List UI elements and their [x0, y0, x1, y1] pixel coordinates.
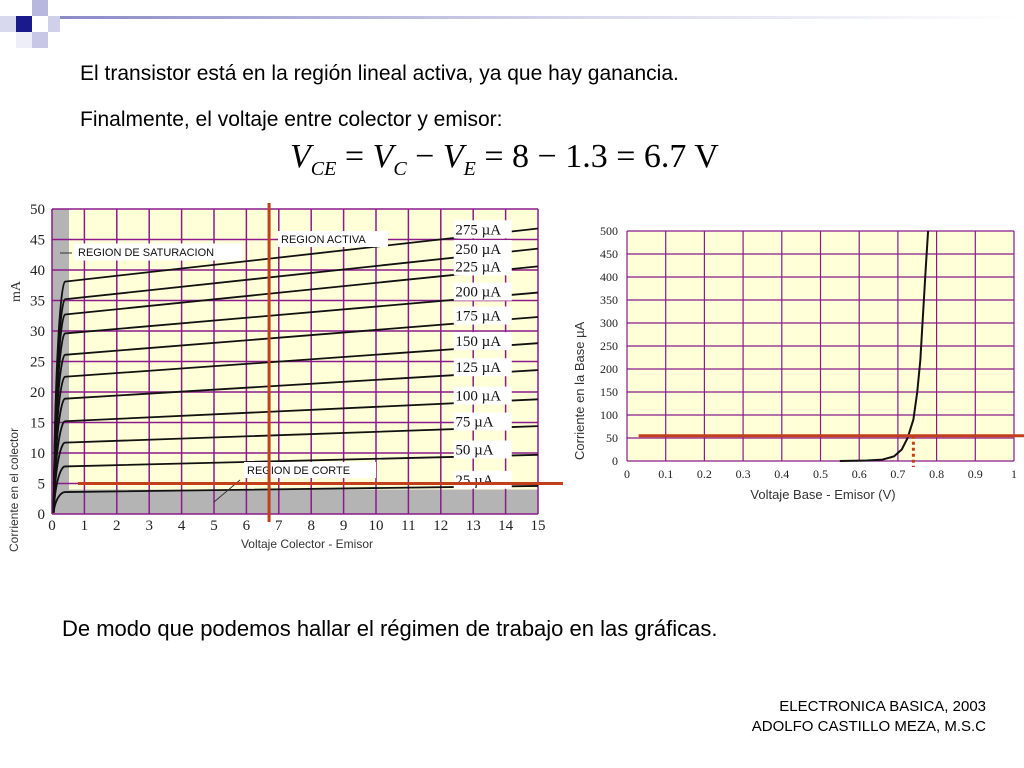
ic-ylabel-unit: mA: [9, 281, 24, 302]
ic-curve-label: 250 µA: [455, 242, 502, 259]
ib-x-tick-label: 0.2: [696, 467, 712, 481]
ib-y-tick-label: 350: [600, 293, 618, 307]
ib-x-tick-label: 0.3: [735, 467, 751, 481]
ic-y-tick-label: 30: [30, 324, 45, 340]
ic-xlabel: Voltaje Colector - Emisor: [240, 537, 374, 551]
ib-y-tick-label: 0: [612, 454, 618, 468]
ic-x-tick-label: 12: [433, 518, 449, 534]
ic-curve-label: 225 µA: [455, 259, 502, 276]
ib-y-tick-label: 50: [606, 431, 618, 445]
ic-x-tick-label: 11: [401, 518, 416, 534]
ic-x-tick-label: 4: [177, 518, 186, 534]
statement-active-region: El transistor está en la región lineal activa, ya que hay ganancia.: [80, 62, 679, 85]
ib-x-tick-label: 0.8: [929, 467, 945, 481]
cutoff-region-label: REGION DE CORTE: [247, 465, 351, 477]
ib-y-tick-label: 400: [600, 270, 618, 284]
ic-x-tick-label: 13: [465, 518, 481, 534]
decorative-header: [0, 0, 1024, 50]
ib-y-tick-label: 150: [600, 385, 618, 399]
ib-y-tick-label: 450: [600, 247, 618, 261]
active-label-box: [278, 231, 388, 247]
ic-x-tick-label: 15: [530, 518, 546, 534]
ic-y-tick-label: 45: [30, 232, 45, 249]
ic-y-tick-label: 10: [30, 446, 45, 462]
ic-y-tick-label: 5: [37, 476, 45, 493]
ib-x-tick-label: 0.4: [774, 467, 790, 481]
ic-x-tick-label: 7: [275, 518, 283, 534]
ib-y-tick-label: 500: [600, 224, 618, 238]
ib-grid: [627, 231, 1014, 461]
ib-x-tick-label: 0.1: [658, 467, 674, 481]
active-region-label: REGION ACTIVA: [281, 234, 366, 246]
ic-x-tick-label: 3: [145, 518, 153, 534]
conclusion-text: De modo que podemos hallar el régimen de trabajo en las gráficas.: [62, 616, 718, 641]
collector-characteristics-chart: [0, 190, 570, 560]
ic-x-tick-label: 1: [80, 518, 89, 534]
ic-y-tick-label: 20: [30, 385, 45, 401]
ib-x-tick-label: 1: [1011, 467, 1017, 481]
ic-curve-label: 50 µA: [455, 442, 494, 459]
ic-curve-label: 25 µA: [455, 472, 494, 489]
ic-ylabel: Corriente en el colector: [7, 427, 21, 552]
ic-x-tick-label: 6: [242, 518, 251, 534]
ic-x-tick-label: 9: [339, 518, 348, 534]
ic-curve-label: 125 µA: [455, 360, 502, 377]
ib-xlabel: Voltaje Base - Emisor (V): [750, 487, 896, 502]
ic-x-tick-label: 5: [210, 518, 218, 534]
ic-curve-label: 100 µA: [455, 388, 502, 405]
credit-course: ELECTRONICA BASICA, 2003: [779, 698, 986, 715]
ib-y-tick-label: 250: [600, 339, 618, 353]
statement-vce-intro: Finalmente, el voltaje entre colector y emisor:: [80, 108, 503, 131]
ic-x-tick-label: 8: [307, 518, 315, 534]
vce-equation: $V_{CE} = V_C - V_E = 8 - 1.3 = 6.7$ V: [290, 138, 719, 180]
ic-y-tick-label: 15: [30, 415, 45, 432]
ib-x-tick-label: 0.7: [890, 467, 906, 481]
credit-author: ADOLFO CASTILLO MEZA, M.S.C: [751, 718, 986, 735]
cutoff-zone: [52, 490, 538, 514]
ic-y-tick-label: 35: [30, 293, 45, 310]
saturation-label-box: [60, 244, 242, 260]
ic-curve-label: 75 µA: [455, 414, 494, 431]
ic-y-tick-label: 0: [37, 507, 45, 523]
ic-y-tick-label: 50: [30, 202, 45, 218]
ib-y-tick-label: 300: [600, 316, 618, 330]
ib-y-tick-label: 100: [600, 408, 618, 422]
ib-x-tick-label: 0.6: [851, 467, 867, 481]
ic-y-tick-label: 25: [30, 354, 45, 371]
ic-x-tick-label: 0: [48, 518, 56, 534]
ib-x-tick-label: 0.5: [813, 467, 828, 481]
ic-x-tick-label: 14: [498, 518, 514, 534]
ib-x-tick-label: 0: [624, 467, 630, 481]
ib-ylabel: Corriente en la Base µA: [572, 321, 587, 460]
ic-x-tick-label: 2: [113, 518, 121, 534]
ic-x-tick-label: 10: [368, 518, 384, 534]
ic-curve-label: 275 µA: [455, 222, 502, 239]
ic-curve-label: 200 µA: [455, 284, 502, 301]
ic-y-tick-label: 40: [30, 263, 45, 279]
base-characteristic-chart: [564, 212, 1024, 512]
ib-y-tick-label: 200: [600, 362, 618, 376]
ib-x-tick-label: 0.9: [967, 467, 983, 481]
ic-curve-label: 150 µA: [455, 334, 502, 351]
saturation-region-label: REGION DE SATURACION: [78, 247, 215, 259]
ic-curve-label: 175 µA: [455, 308, 502, 325]
